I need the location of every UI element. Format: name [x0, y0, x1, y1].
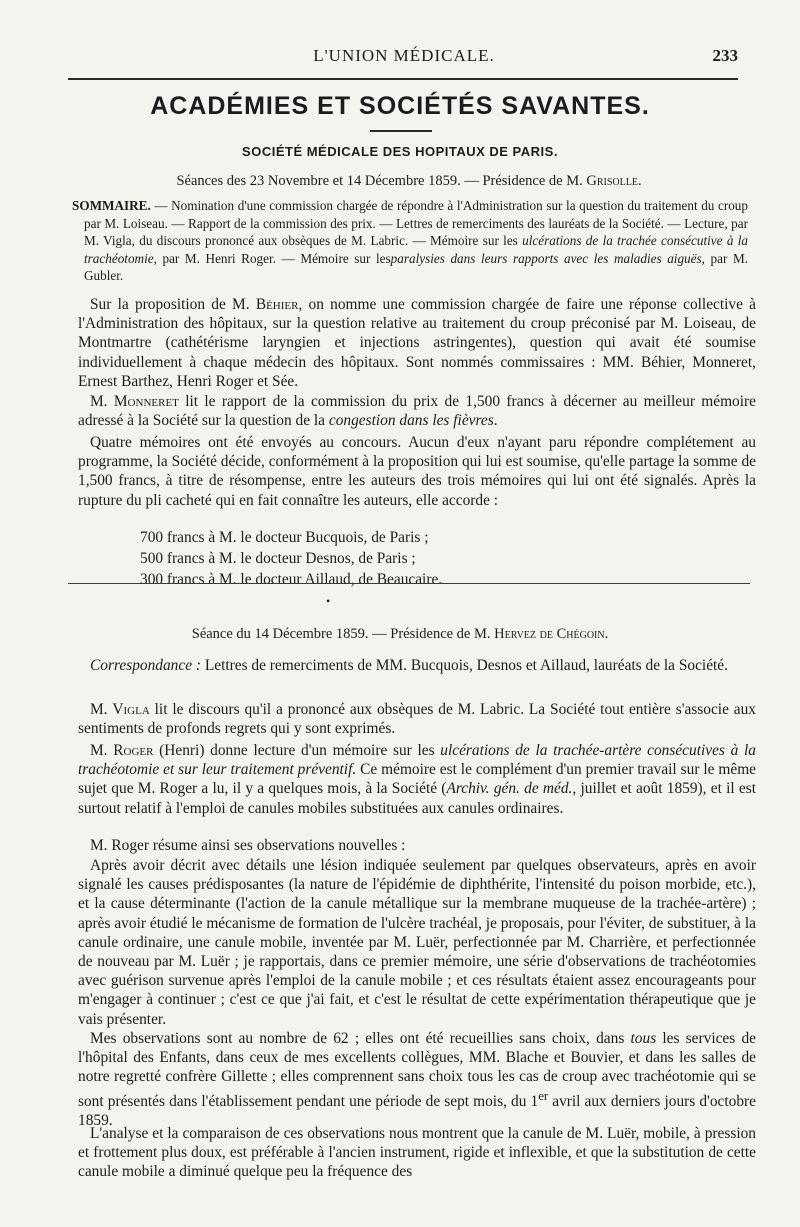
- session-heading-1: [80, 171, 738, 191]
- p2-c: .: [493, 412, 498, 430]
- p8-text: Après avoir décrit avec détails une lésion indiquée seulement par quelques observateurs, après en avoir signalé les causes prédisposantes (la nature de l'épidémie de diphthérite, l'intensité du poison morbide, etc.), et la cause déterminante (l'action de la canule métallique sur la membrane muqueuse de la trachée-artère) ; après avoir étudié le mécanisme de formation de l'ulcère trachéal, je proposais, pour l'éviter, de substituer, à la canule ordinaire, une canule mobile, inventée par M. Luër, perfectionnée par M. Charrière, et perfectionnée de nouveau par M. Luër ; je rapportais, dans ce premier mémoire, une série d'observations de trachéotomies avec guérison survenue après l'emploi de la canule mobile ; et ces résultats étaient assez encourageants pour m'engager à continuer ; c'est ce que j'ai fait, et c'est le résultat de cette expérimentation thérapeutique que je vais présenter.: [78, 857, 756, 1028]
- p2-name: Monneret: [113, 393, 179, 410]
- p9-a: Mes observations sont au nombre de 62 ; elles ont été recueillies sans choix, dans: [90, 1030, 631, 1047]
- society-heading: SOCIÉTÉ MÉDICALE DES HOPITAUX DE PARIS.: [242, 144, 558, 159]
- session-2-president: Hervez de Chégoin: [494, 626, 605, 642]
- session-1-president: Grisolle: [586, 173, 638, 189]
- p2-b: lit le rapport de la commission du prix de 1,500 francs à décerner au meilleur mémoire adressé à la Société sur la question de la: [78, 393, 756, 430]
- p5-name: Vigla: [112, 701, 150, 718]
- session-2-prefix: Séance du 14 Décembre 1859. — Présidence de M.: [191, 626, 491, 642]
- summary-text-3: , par M. Gubler.: [84, 250, 748, 284]
- paragraph-7: [78, 836, 756, 855]
- summary-text-2: , par M. Henri Roger. — Mémoire sur les: [153, 250, 391, 266]
- paragraph-10: [78, 1124, 756, 1182]
- p6-b: (Henri) donne lecture d'un mémoire sur les: [153, 742, 441, 759]
- p9-italic: tous: [630, 1030, 657, 1047]
- paragraph-6: [78, 741, 756, 818]
- session-heading-2: [62, 624, 738, 644]
- header-rule: [68, 78, 738, 80]
- journal-title: L'UNION MÉDICALE.: [313, 46, 495, 65]
- award-item: 700 francs à M. le docteur Bucquois, de Paris ;: [140, 529, 429, 546]
- p2-a: M.: [90, 393, 114, 410]
- p6-c: Ce mémoire est le complément d'un premier travail sur le même sujet que M. Roger a lu, il y a quelques mois, à la Société (: [78, 761, 757, 798]
- title-rule: [370, 130, 432, 132]
- p1-name: Béhier: [255, 296, 299, 313]
- p5-b: lit le discours qu'il a prononcé aux obsèques de M. Labric. La Société tout entière s'associe aux sentiments de profonds regrets qui y sont exprimés.: [78, 701, 756, 738]
- p6-italic-2: Archiv. gén. de méd.,: [446, 780, 577, 798]
- p5-a: M.: [90, 701, 113, 718]
- paragraph-4: [78, 656, 756, 675]
- award-item: 300 francs à M. le docteur Aillaud, de Beaucaire.: [140, 571, 443, 588]
- section-divider: [68, 583, 750, 584]
- p9-superscript: er: [538, 1088, 549, 1103]
- session-1-prefix: Séances des 23 Novembre et 14 Décembre 1859. — Présidence de M.: [176, 173, 583, 189]
- running-header: [70, 46, 738, 72]
- p2-italic: congestion dans les fièvres: [328, 412, 494, 430]
- summary-italic-1: ulcérations de la trachée consécutive à la trachéotomie: [84, 233, 749, 266]
- page-number: 233: [712, 46, 738, 65]
- p9-b: les services de l'hôpital des Enfants, dans ceux de mes excellents collègues, MM. Blache et Bouvier, et dans les salles de notre regretté confrère Gillette ; elles comprennent sans choix tous les cas de croup avec trachéotomie qui se sont présentés dans l'établissement pendant une période de sept mois, du 1: [78, 1030, 756, 1110]
- p6-italic-1: ulcérations de la trachée-artère consécutives à la trachéotomie et sur leur traitement préventif.: [78, 742, 756, 779]
- p7-text: M. Roger résume ainsi ses observations nouvelles :: [90, 837, 406, 854]
- p6-d: juillet et août 1859), et il est surtout relatif à l'emploi de canules mobiles substituées aux canules ordinaires.: [78, 780, 756, 817]
- divider-dot: •: [326, 594, 331, 608]
- p6-name: Roger: [113, 742, 154, 759]
- paragraph-3: [78, 433, 756, 510]
- p4-text: Lettres de remerciments de MM. Bucquois, Desnos et Aillaud, lauréats de la Société.: [201, 657, 728, 674]
- p6-a: M.: [90, 742, 114, 759]
- paragraph-2: [78, 392, 756, 430]
- p3-text: Quatre mémoires ont été envoyés au concours. Aucun d'eux n'ayant paru répondre complétement au programme, la Société décide, conformément à la proposition qui lui est soumise, qu'elle partage la somme de 1,500 francs, à titre de résompense, entre les auteurs des trois mémoires qui lui ont été signalés. Après la rupture du pli cacheté qui en fait connaître les auteurs, elle accorde :: [78, 434, 756, 509]
- p10-text: L'analyse et la comparaison de ces observations nous montrent que la canule de M. Luër, mobile, à pression et frottement plus doux, est préférable à l'ancien instrument, rigide et inflexible, et que la substitution de cette canule mobile a diminué quelque peu la fréquence des: [78, 1125, 756, 1181]
- summary-block: [72, 197, 748, 285]
- summary-italic-2: paralysies dans leurs rapports avec les maladies aiguës: [390, 250, 702, 266]
- session-2-suffix: .: [604, 626, 609, 642]
- p4-italic: Correspondance :: [90, 657, 201, 674]
- summary-text-1: — Nomination d'une commission chargée de répondre à l'Administration sur la question du traitement du croup par M. Loiseau. — Rapport de la commission des prix. — Lettres de remerciments des lauréats de la Société. — Lecture, par M. Vigla, du discours prononcé aux obsèques de M. Labric. — Mémoire sur les: [84, 198, 748, 249]
- p9-c: avril aux derniers jours d'octobre 1859.: [78, 1092, 756, 1129]
- paragraph-5: [78, 700, 756, 738]
- paragraph-8: [78, 856, 756, 1029]
- session-1-suffix: .: [637, 173, 642, 189]
- paragraph-1: [78, 295, 756, 391]
- section-title: ACADÉMIES ET SOCIÉTÉS SAVANTES.: [150, 92, 650, 120]
- award-item: 500 francs à M. le docteur Desnos, de Paris ;: [140, 550, 416, 567]
- award-list: [140, 527, 442, 590]
- p1-b: , on nomme une commission chargée de faire une réponse collective à l'Administration des hôpitaux, sur la question relative au traitement du croup préconisé par M. Loiseau, de Montmartre (cathétérisme laryngien et injections astringentes), question qui avait été soumise individuellement à chaque médecin des hôpitaux. Sont nommés commissaires : MM. Béhier, Monneret, Ernest Barthez, Henri Roger et Sée.: [78, 296, 756, 390]
- paragraph-9: [78, 1029, 756, 1130]
- summary-label: SOMMAIRE.: [72, 198, 151, 213]
- p1-a: Sur la proposition de M.: [90, 296, 256, 313]
